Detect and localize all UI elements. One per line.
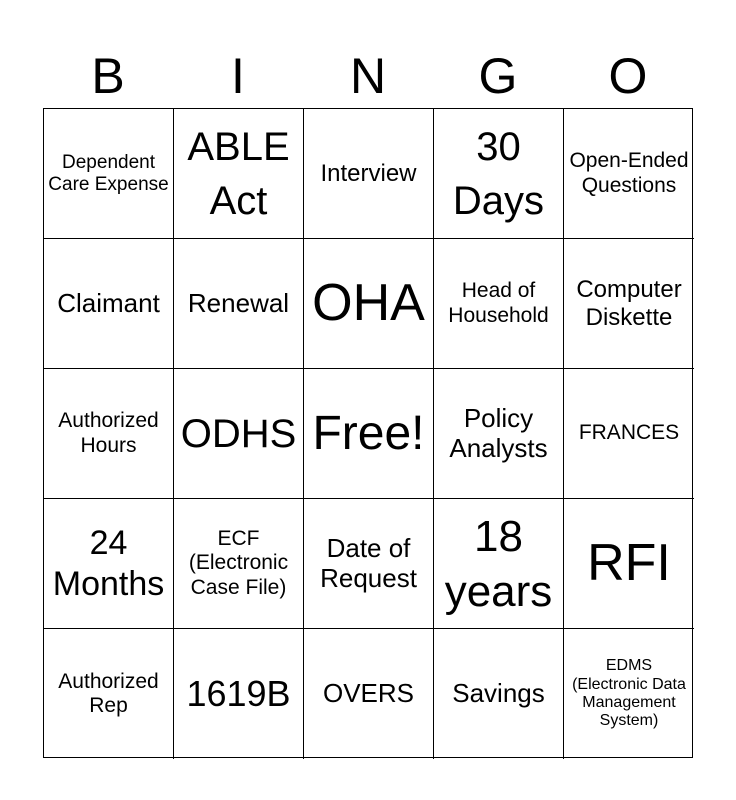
bingo-cell[interactable]: ODHS bbox=[174, 369, 304, 499]
bingo-cell[interactable]: 1619B bbox=[174, 629, 304, 759]
header-letter-b: B bbox=[91, 48, 125, 104]
bingo-cell[interactable]: Savings bbox=[434, 629, 564, 759]
bingo-cell[interactable]: Interview bbox=[304, 109, 434, 239]
header-letter-i: I bbox=[231, 48, 245, 104]
bingo-cell[interactable]: Claimant bbox=[44, 239, 174, 369]
bingo-cell[interactable]: FRANCES bbox=[564, 369, 694, 499]
bingo-header bbox=[43, 44, 693, 108]
bingo-cell[interactable]: EDMS (Electronic Data Management System) bbox=[572, 657, 686, 730]
bingo-cell[interactable]: 24 Months bbox=[44, 499, 174, 629]
bingo-cell[interactable]: Policy Analysts bbox=[434, 369, 564, 499]
bingo-cell[interactable]: OHA bbox=[304, 239, 434, 369]
bingo-cell[interactable]: Renewal bbox=[174, 239, 304, 369]
bingo-cell[interactable]: Head of Household bbox=[434, 239, 564, 369]
bingo-cell[interactable]: 18 years bbox=[434, 499, 564, 629]
bingo-cell[interactable]: ECF (Electronic Case File) bbox=[174, 499, 304, 629]
bingo-cell[interactable]: ABLE Act bbox=[174, 109, 304, 239]
bingo-cell[interactable]: Dependent Care Expense bbox=[44, 109, 174, 239]
bingo-cell[interactable]: Computer Diskette bbox=[564, 239, 694, 369]
header-letter-n: N bbox=[349, 48, 387, 104]
bingo-board bbox=[43, 108, 693, 758]
bingo-cell[interactable]: Open-Ended Questions bbox=[564, 109, 694, 239]
header-letter-g: G bbox=[478, 48, 518, 104]
header-letter-o: O bbox=[608, 48, 648, 104]
bingo-cell[interactable]: RFI bbox=[564, 499, 694, 629]
free-space-cell[interactable]: Free! bbox=[304, 369, 434, 499]
bingo-cell[interactable]: 30 Days bbox=[434, 109, 564, 239]
bingo-cell[interactable]: Authorized Hours bbox=[44, 369, 174, 499]
bingo-cell[interactable]: OVERS bbox=[304, 629, 434, 759]
bingo-cell[interactable]: Authorized Rep bbox=[44, 629, 174, 759]
bingo-cell[interactable]: Date of Request bbox=[304, 499, 434, 629]
